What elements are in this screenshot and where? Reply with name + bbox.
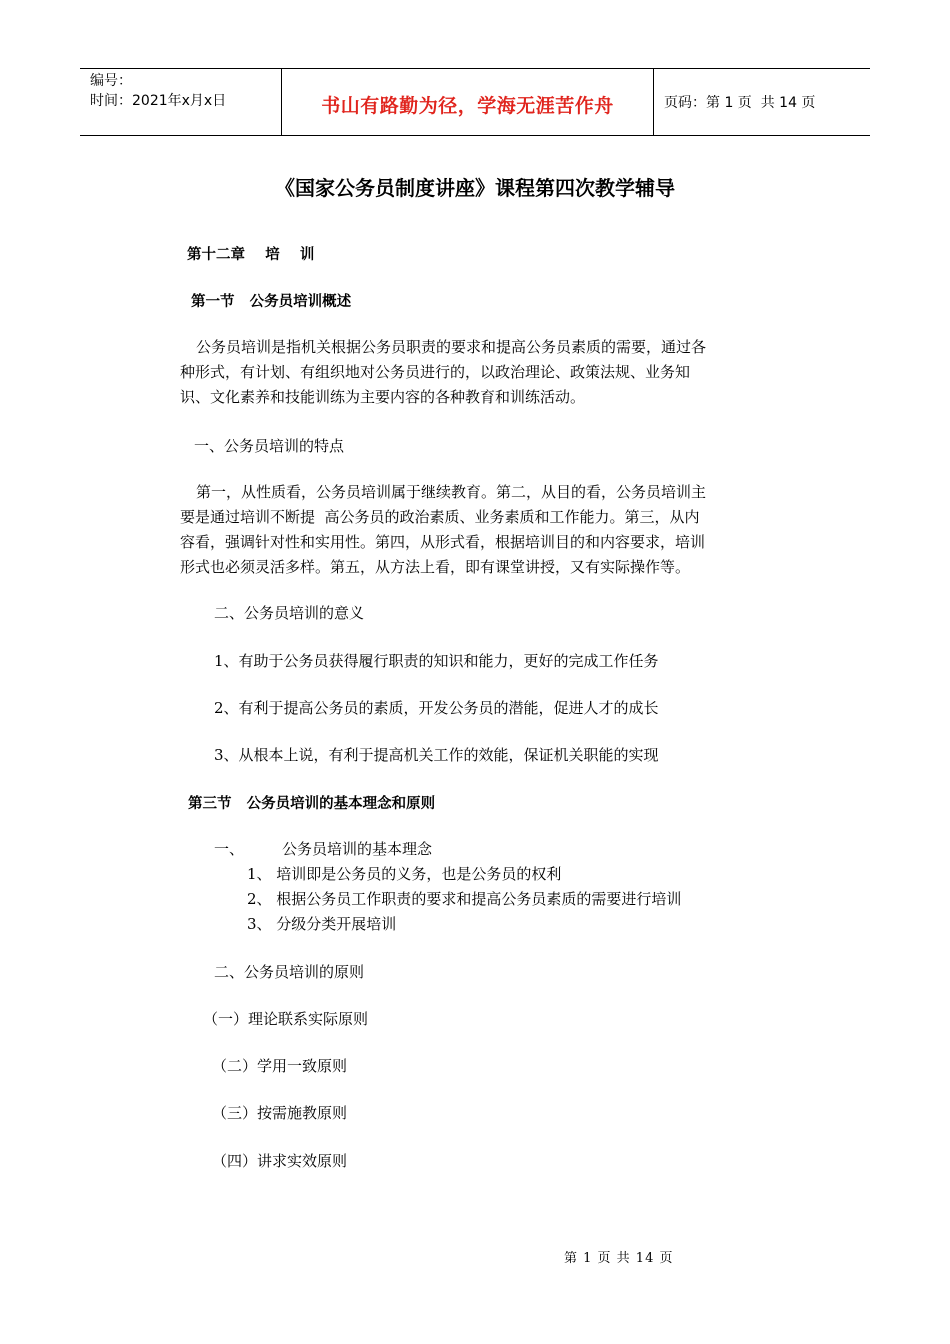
document-title: 《国家公务员制度讲座》课程第四次教学辅导: [275, 176, 675, 200]
intro-line: 种形式，有计划、有组织地对公务员进行的，以政治理论、政策法规、业务知: [180, 363, 691, 381]
concept-heading: 公务员培训的基本理念: [282, 840, 433, 858]
principle-heading: 二、公务员培训的原则: [214, 963, 365, 981]
meaning-item: 2、有利于提高公务员的素质，开发公务员的潜能，促进人才的成长: [214, 699, 659, 717]
feature-line: 形式也必须灵活多样。第五，从方法上看，即有课堂讲授，又有实际操作等。: [180, 558, 691, 576]
meaning-item: 1、有助于公务员获得履行职责的知识和能力，更好的完成工作任务: [214, 652, 659, 670]
motto: 书山有路勤为径，学海无涯苦作舟: [321, 94, 614, 117]
page-footer: 第 1 页 共 14 页: [564, 1251, 674, 1266]
number-label: 编号：: [90, 73, 132, 89]
header-meta: [80, 69, 282, 135]
concept-item: 2、 根据公务员工作职责的要求和提高公务员素质的需要进行培训: [247, 890, 682, 908]
meaning-heading: 二、公务员培训的意义: [214, 604, 365, 622]
principle-item: （二）学用一致原则: [212, 1057, 348, 1075]
section3-heading: 第三节 公务员培训的基本理念和原则: [188, 796, 436, 812]
principle-item: （三）按需施教原则: [212, 1104, 348, 1122]
page-info: 页码：第 1 页 共 14 页: [664, 95, 816, 111]
principle-item: （四）讲求实效原则: [212, 1152, 348, 1170]
meaning-item: 3、从根本上说，有利于提高机关工作的效能，保证机关职能的实现: [214, 746, 659, 764]
feature-line: 容看，强调针对性和实用性。第四，从形式看，根据培训目的和内容要求，培训: [180, 533, 706, 551]
intro-paragraph: [180, 335, 776, 410]
section1-heading: 第一节 公务员培训概述: [191, 294, 352, 310]
feature-heading: 一、公务员培训的特点: [194, 437, 345, 455]
header-motto-cell: [282, 69, 654, 135]
time-label: 时间：2021年x月x日: [90, 93, 227, 109]
intro-line: 公务员培训是指机关根据公务员职责的要求和提高公务员素质的需要，通过各: [196, 338, 707, 356]
header-table: [80, 68, 870, 136]
principle-item: （一）理论联系实际原则: [203, 1010, 369, 1028]
feature-line: 第一，从性质看，公务员培训属于继续教育。第二，从目的看，公务员培训主: [196, 483, 707, 501]
concept-item: 1、 培训即是公务员的义务，也是公务员的权利: [247, 865, 562, 883]
header-page-cell: [654, 69, 870, 135]
feature-paragraph: [180, 480, 776, 580]
intro-line: 识、文化素养和技能训练为主要内容的各种教育和训练活动。: [180, 388, 586, 406]
feature-line: 要是通过培训不断提 高公务员的政治素质、业务素质和工作能力。第三，从内: [180, 508, 700, 526]
chapter-heading: 第十二章 培 训: [187, 247, 315, 263]
concept-number: 一、: [214, 840, 245, 858]
concept-item: 3、 分级分类开展培训: [247, 915, 397, 933]
